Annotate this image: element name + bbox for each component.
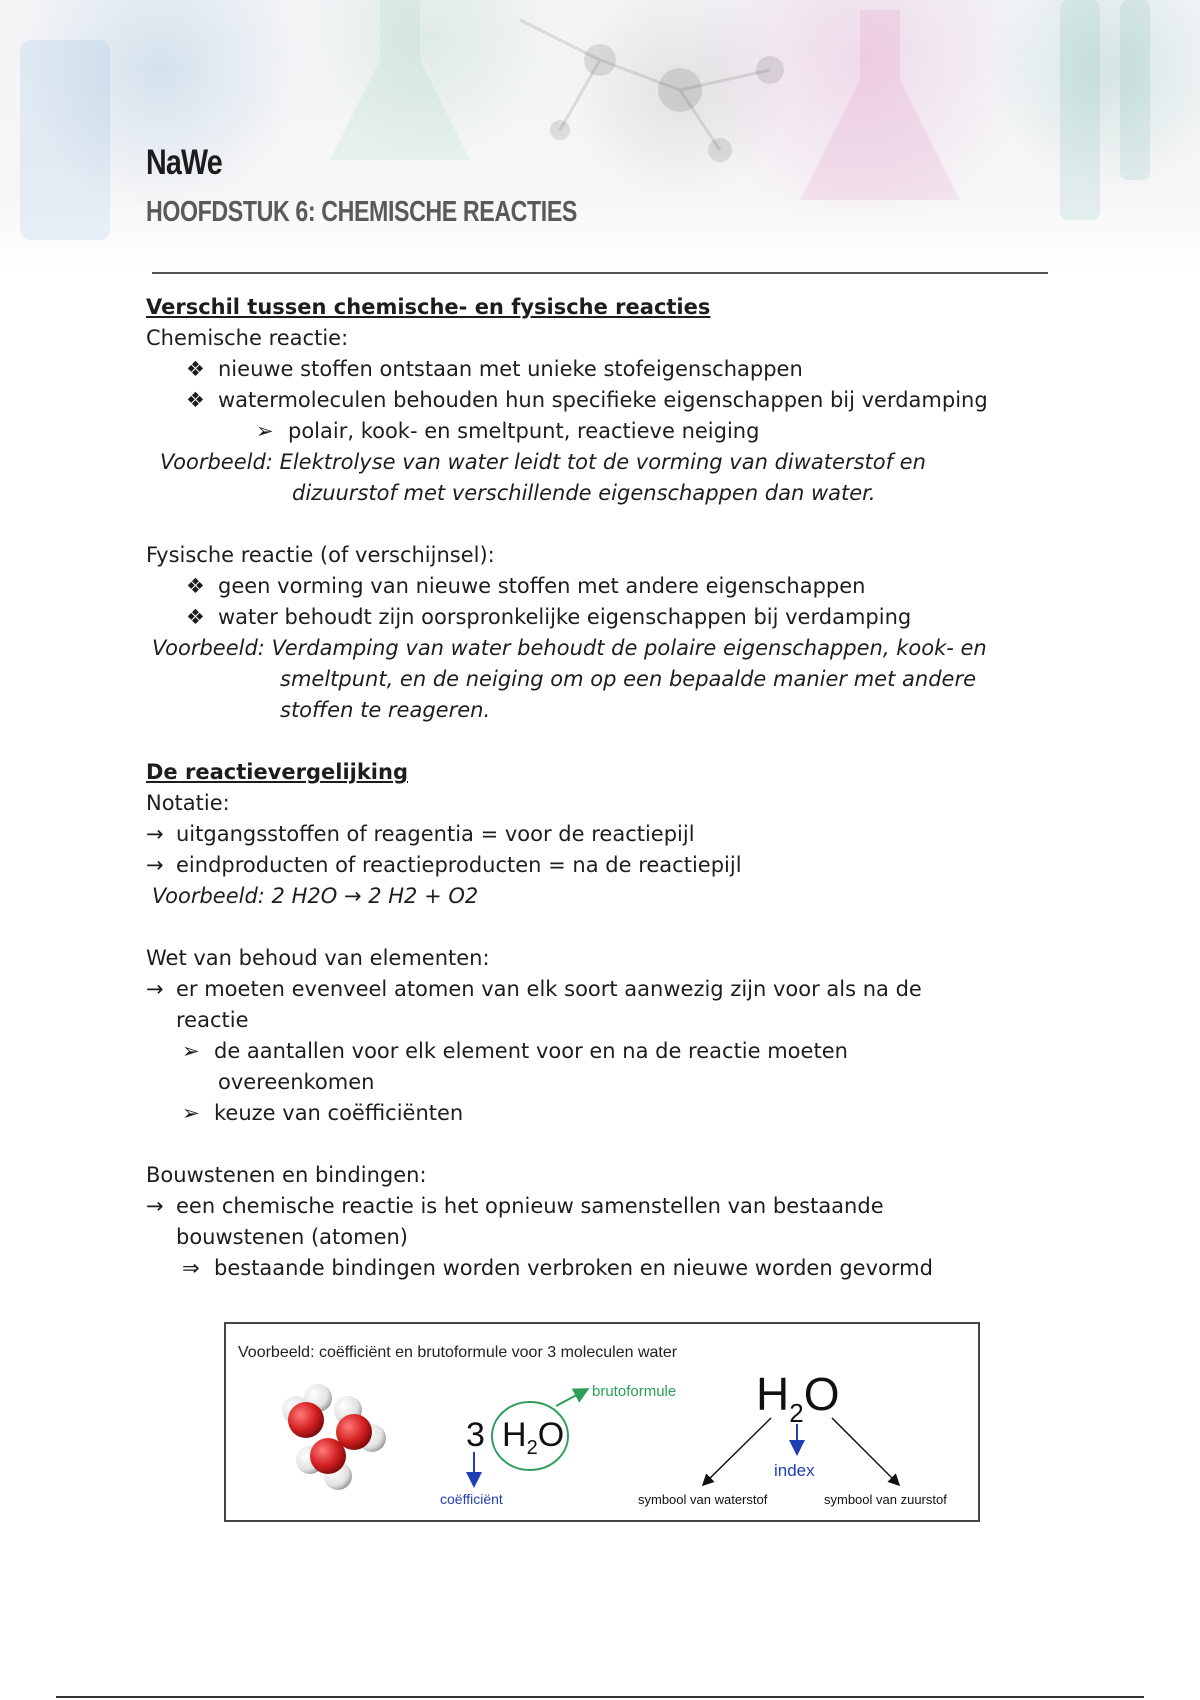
notation-line: → eindproducten of reactieproducten = na de reactiepijl	[146, 850, 1046, 881]
sub-list-item: ➢ de aantallen voor elk element voor en na de reactie moeten	[146, 1036, 1046, 1067]
label-coefficient: coëfficiënt	[440, 1491, 503, 1507]
label-oxygen-symbol: symbool van zuurstof	[824, 1492, 947, 1507]
brand-title: NaWe	[146, 143, 222, 182]
formula-diagram	[226, 1324, 978, 1520]
notation-line: → uitgangsstoffen of reagentia = voor de reactiepijl	[146, 819, 1046, 850]
physical-reaction-label: Fysische reactie (of verschijnsel):	[146, 543, 495, 567]
notation-example: Voorbeeld: 2 H2O → 2 H2 + O2	[152, 884, 479, 908]
law-line: → er moeten evenveel atomen van elk soort aanwezig zijn voor als na de	[146, 974, 1046, 1005]
chapter-title: HOOFDSTUK 6: CHEMISCHE REACTIES	[146, 196, 578, 228]
coefficient-number: 3	[466, 1416, 485, 1454]
diamond-bullet-icon: ❖	[186, 574, 205, 598]
building-blocks-label: Bouwstenen en bindingen:	[146, 1163, 427, 1187]
arrow-icon: →	[146, 1194, 164, 1218]
water-molecule-icon	[334, 1396, 386, 1452]
section-heading-reaction-equation: De reactievergelijking	[146, 760, 408, 784]
formula-in-circle: $H_2O$	[502, 1416, 565, 1459]
formula-large: $H_2O$	[756, 1368, 840, 1428]
hydrogen-arrow	[704, 1418, 771, 1484]
brutoformule-arrow	[556, 1390, 586, 1406]
sub-list-item-continued: overeenkomen	[218, 1070, 375, 1094]
list-item: ❖ nieuwe stoffen ontstaan met unieke stofeigenschappen	[146, 354, 1046, 385]
chemical-reaction-label: Chemische reactie:	[146, 326, 349, 350]
diamond-bullet-icon: ❖	[186, 388, 205, 412]
label-hydrogen-symbol: symbool van waterstof	[638, 1492, 768, 1507]
oxygen-arrow	[832, 1418, 898, 1484]
sub-list-item: ➢ polair, kook- en smeltpunt, reactieve neiging	[146, 416, 1046, 447]
label-index: index	[774, 1461, 815, 1480]
arrow-icon: →	[146, 853, 164, 877]
header-divider	[152, 272, 1048, 274]
label-brutoformule: brutoformule	[592, 1383, 677, 1400]
arrow-icon: →	[146, 822, 164, 846]
physical-example: Voorbeeld: Verdamping van water behoudt de polaire eigenschappen, kook- en	[152, 636, 987, 660]
list-item: ❖ water behoudt zijn oorspronkelijke eigenschappen bij verdamping	[146, 602, 1046, 633]
list-item: ❖ watermoleculen behouden hun specifieke eigenschappen bij verdamping	[146, 385, 1046, 416]
header-banner	[0, 0, 1200, 272]
building-blocks-line-continued: bouwstenen (atomen)	[176, 1225, 408, 1249]
document-body	[146, 292, 1046, 1284]
physical-example-continued: stoffen te reageren.	[280, 698, 491, 722]
law-line-continued: reactie	[176, 1008, 249, 1032]
arrow-icon: →	[146, 977, 164, 1001]
notation-label: Notatie:	[146, 791, 230, 815]
chemical-example: Voorbeeld: Elektrolyse van water leidt tot de vorming van diwaterstof en	[160, 450, 926, 474]
building-blocks-line: → een chemische reactie is het opnieuw samenstellen van bestaande	[146, 1191, 1046, 1222]
water-formula-figure	[224, 1322, 980, 1522]
figure-caption: Voorbeeld: coëfficiënt en brutoformule voor 3 moleculen water	[238, 1344, 678, 1361]
sub-list-item: ➢ keuze van coëfficiënten	[146, 1098, 1046, 1129]
lab-glassware-background	[0, 0, 1200, 272]
building-blocks-sub: ⇒ bestaande bindingen worden verbroken en nieuwe worden gevormd	[146, 1253, 1046, 1284]
footer-divider	[56, 1696, 1144, 1698]
list-item: ❖ geen vorming van nieuwe stoffen met andere eigenschappen	[146, 571, 1046, 602]
chemical-example-continued: dizuurstof met verschillende eigenschappen dan water.	[292, 481, 876, 505]
arrowhead-bullet-icon: ➢	[182, 1039, 200, 1063]
arrowhead-bullet-icon: ➢	[256, 419, 274, 443]
diamond-bullet-icon: ❖	[186, 605, 205, 629]
section-heading-differences: Verschil tussen chemische- en fysische reacties	[146, 295, 711, 319]
double-arrow-icon: ⇒	[182, 1256, 200, 1280]
arrowhead-bullet-icon: ➢	[182, 1101, 200, 1125]
physical-example-continued: smeltpunt, en de neiging om op een bepaalde manier met andere	[280, 667, 976, 691]
diamond-bullet-icon: ❖	[186, 357, 205, 381]
water-molecule-icon	[282, 1384, 332, 1438]
law-label: Wet van behoud van elementen:	[146, 946, 490, 970]
